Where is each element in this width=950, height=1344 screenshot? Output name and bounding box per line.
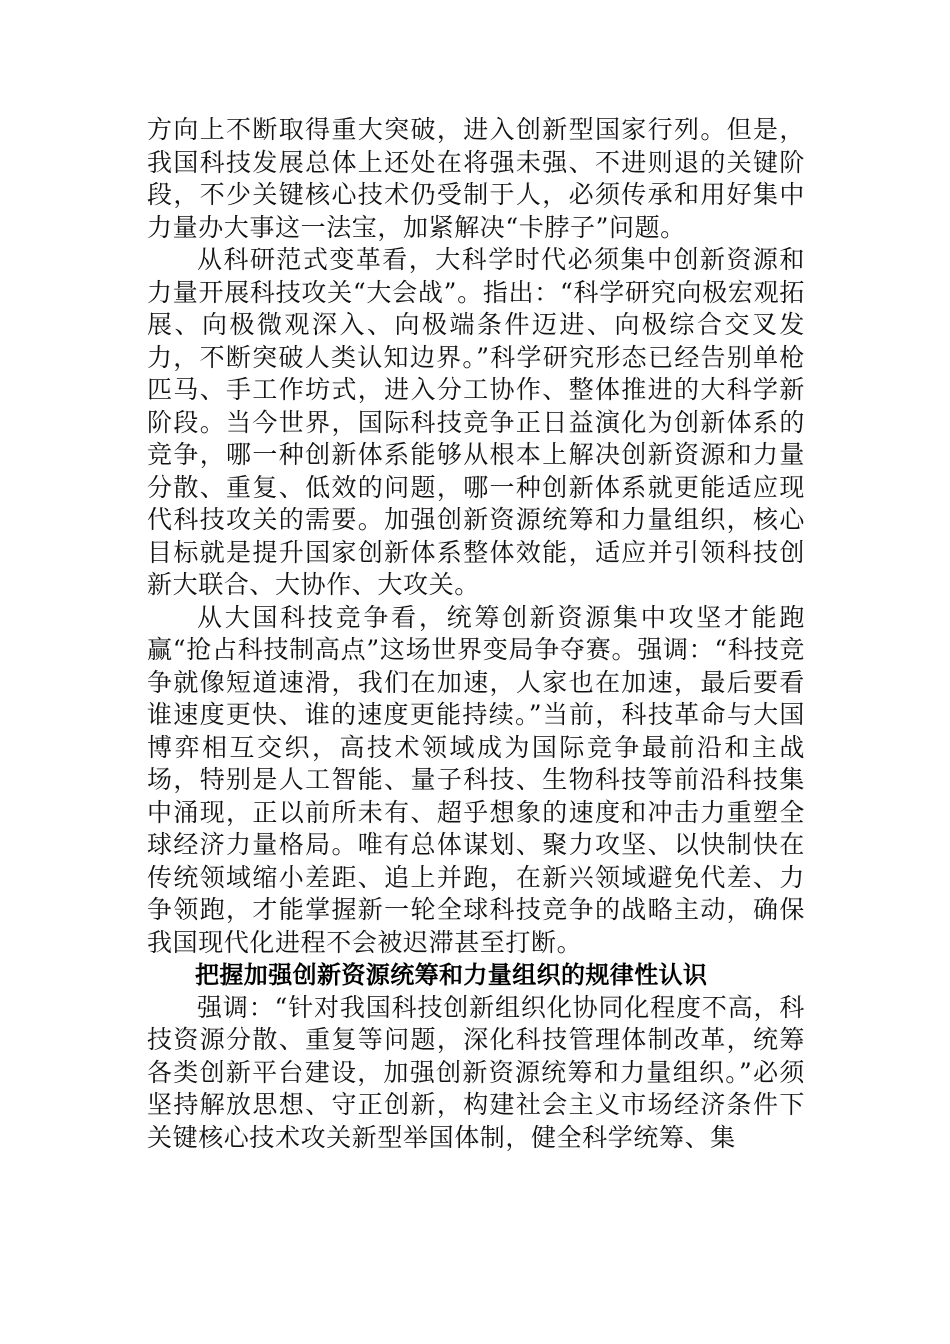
document-page (147, 114, 805, 1154)
paragraph-2: 从科研范式变革看，大科学时代必须集中创新资源和力量开展科技攻关“大会战”。指出：“科学研究向极宏观拓展、向极微观深入、向极端条件迈进、向极综合交叉发力，不断突破人类认知边界。”科学研究形态已经告别单枪匹马、手工作坊式，进入分工协作、整体推进的大科学新阶段。当今世界，国际科技竞争正日益演化为创新体系的竞争，哪一种创新体系能够从根本上解决创新资源和力量分散、重复、低效的问题，哪一种创新体系就更能适应现代科技攻关的需要。加强创新资源统筹和力量组织，核心目标就是提升国家创新体系整体效能，适应并引领科技创新大联合、大协作、大攻关。 (147, 245, 805, 599)
paragraph-4: 强调：“针对我国科技创新组织化协同化程度不高，科技资源分散、重复等问题，深化科技管理体制改革，统筹各类创新平台建设，加强创新资源统筹和力量组织。”必须坚持解放思想、守正创新，构建社会主义市场经济条件下关键核心技术攻关新型举国体制，健全科学统筹、集 (147, 992, 805, 1152)
paragraph-3: 从大国科技竞争看，统筹创新资源集中攻坚才能跑赢“抢占科技制高点”这场世界变局争夺赛。强调：“科技竞争就像短道速滑，我们在加速，人家也在加速，最后要看谁速度更快、谁的速度更能持续。”当前，科技革命与大国博弈相互交织，高技术领域成为国际竞争最前沿和主战场，特别是人工智能、量子科技、生物科技等前沿科技集中涌现，正以前所未有、超乎想象的速度和冲击力重塑全球经济力量格局。唯有总体谋划、聚力攻坚、以快制快在传统领域缩小差距、追上并跑，在新兴领域避免代差、力争领跑，才能掌握新一轮全球科技竞争的战略主动，确保我国现代化进程不会被迟滞甚至打断。 (147, 602, 805, 957)
section-heading: 把握加强创新资源统筹和力量组织的规律性认识 (195, 961, 708, 989)
paragraph-1: 方向上不断取得重大突破，进入创新型国家行列。但是，我国科技发展总体上还处在将强未强、不进则退的关键阶段，不少关键核心技术仍受制于人，必须传承和用好集中力量办大事这一法宝，加紧解决“卡脖子”问题。 (147, 115, 805, 242)
